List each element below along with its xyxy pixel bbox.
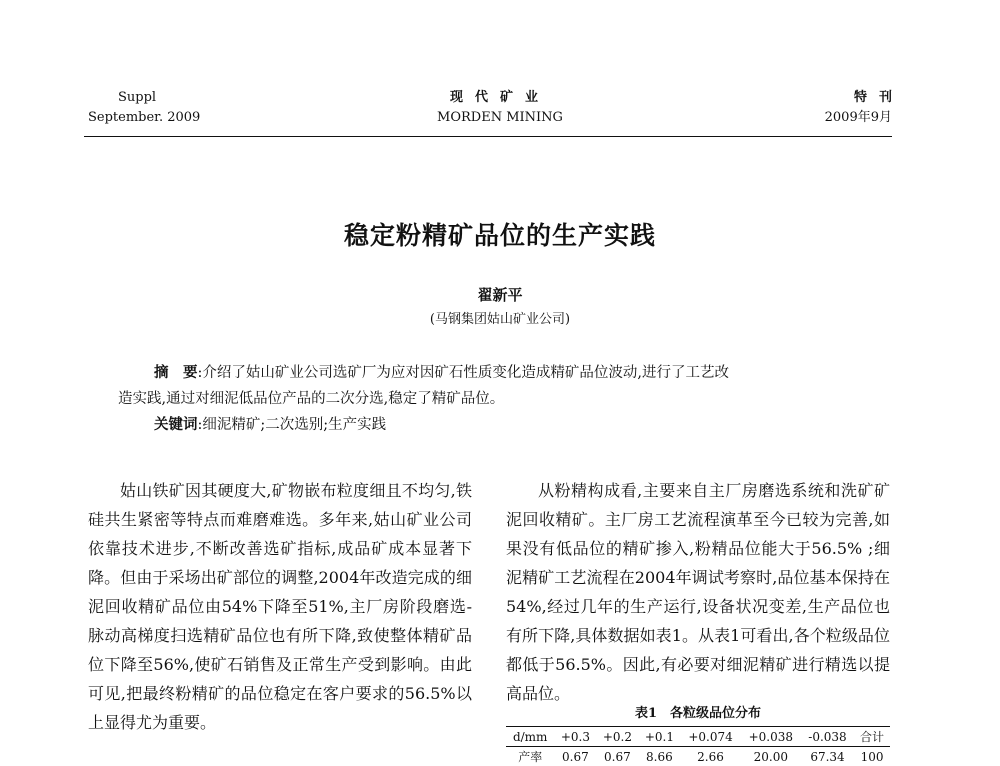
header-date-cn: 2009年9月: [825, 108, 892, 128]
table-header-cell: 合计: [854, 727, 890, 747]
table-header-cell: d/mm: [506, 727, 554, 747]
keywords-label: 关键词: [154, 416, 198, 433]
table-cell: 100: [854, 747, 890, 766]
abstract-line-1: 介绍了姑山矿业公司选矿厂为应对因矿石性质变化造成精矿品位波动,进行了工艺改: [202, 365, 729, 381]
journal-name-cn: 现代矿业: [0, 88, 1000, 108]
article-title: 稳定粉精矿品位的生产实践: [0, 216, 1000, 252]
body-paragraph-right: 从粉精构成看,主要来自主厂房磨选系统和洗矿矿泥回收精矿。主厂房工艺流程演革至今已较为完善,如果没有低品位的精矿掺入,粉精品位能大于56.5% ;细泥精矿工艺流程在2004年调试考察时,品位基本保持在54%,经过几年的生产运行,设备状况变差,生产品位也有所下降,具体数据如表1。从表1可看出,各个粒级品位都低于56.5%。因此,有必要对细泥精矿进行精选以提高品位。: [506, 476, 890, 708]
table-row: [506, 747, 890, 766]
header-special-issue: 特刊: [825, 88, 904, 108]
table-header-cell: +0.1: [638, 727, 680, 747]
keywords: 关键词:细泥精矿;二次选别;生产实践: [154, 412, 386, 438]
running-header-right: [825, 88, 892, 128]
body-paragraph-left: 姑山铁矿因其硬度大,矿物嵌布粒度细且不均匀,铁硅共生紧密等特点而难磨难选。多年来,姑山矿业公司依靠技术进步,不断改善选矿指标,成品矿成本显著下降。但由于采场出矿部位的调整,2004年改造完成的细泥回收精矿品位由54%下降至51%,主厂房阶段磨选-脉动高梯度扫选精矿品位也有所下降,致使整体精矿品位下降至56%,使矿石销售及正常生产受到影响。由此可见,把最终粉精矿的品位稳定在客户要求的56.5%以上显得尤为重要。: [88, 476, 472, 737]
table-header-cell: +0.074: [680, 727, 740, 747]
table-cell: 8.66: [638, 747, 680, 766]
keywords-text: 细泥精矿;二次选别;生产实践: [202, 417, 386, 433]
article-affiliation: (马钢集团姑山矿业公司): [0, 308, 1000, 327]
table-header-cell: -0.038: [801, 727, 854, 747]
table-header-cell: +0.038: [741, 727, 801, 747]
body-column-right: [506, 476, 890, 708]
body-column-left: [88, 476, 472, 737]
table-cell: 产率: [506, 747, 554, 766]
header-rule: [84, 136, 892, 137]
grade-table: [506, 726, 890, 766]
table-cell: 2.66: [680, 747, 740, 766]
header-date-en: September. 2009: [88, 108, 200, 128]
table-cell: 67.34: [801, 747, 854, 766]
table-caption: 表1 各粒级品位分布: [506, 702, 890, 721]
journal-name-en: MORDEN MINING: [0, 108, 1000, 128]
table-header-cell: +0.2: [596, 727, 638, 747]
abstract: 摘 要:介绍了姑山矿业公司选矿厂为应对因矿石性质变化造成精矿品位波动,进行了工艺改 造实践,通过对细泥低品位产品的二次分选,稳定了精矿品位。: [118, 360, 878, 412]
header-suppl: Suppl: [88, 88, 200, 108]
article-author: 翟新平: [0, 284, 1000, 305]
abstract-label: 摘 要: [154, 364, 198, 381]
table-cell: 0.67: [596, 747, 638, 766]
abstract-line-2: 造实践,通过对细泥低品位产品的二次分选,稳定了精矿品位。: [118, 391, 504, 407]
table-cell: 0.67: [554, 747, 596, 766]
table-cell: 20.00: [741, 747, 801, 766]
table-header-row: [506, 727, 890, 747]
table-header-cell: +0.3: [554, 727, 596, 747]
